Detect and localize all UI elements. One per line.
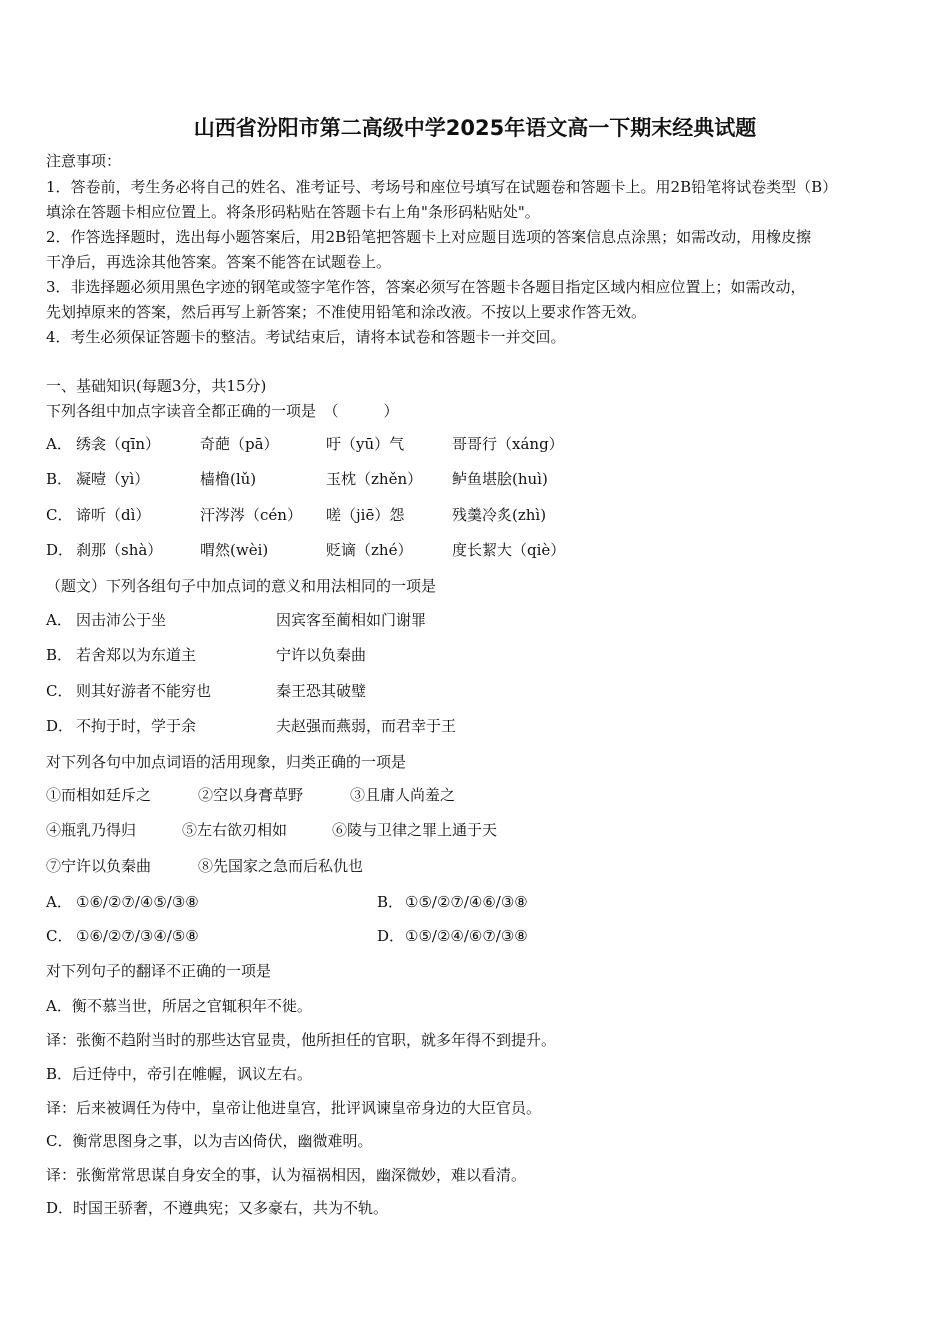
option-label: A． xyxy=(46,611,72,629)
option-label: A． xyxy=(46,893,72,911)
notice-line: 填涂在答题卡相应位置上。将条形码粘贴在答题卡右上角"条形码粘贴处"。 xyxy=(46,203,540,221)
option-item: 吁（yū）气 xyxy=(326,435,405,453)
question-stem: 下列各组中加点字读音全都正确的一项是 （ ） xyxy=(46,402,399,420)
sentence-item: ⑧先国家之急而后私仇也 xyxy=(198,857,364,875)
sentence-item: ④瓶乳乃得归 xyxy=(46,821,137,839)
option-item: 凝噎（yì） xyxy=(76,470,150,488)
option-label: B． xyxy=(46,470,73,488)
option-item: 刹那（shà） xyxy=(76,541,163,559)
option-right: 秦王恐其破璧 xyxy=(276,682,367,700)
option-item: 奇葩（pā） xyxy=(200,435,279,453)
option-item: 贬谪（zhé） xyxy=(326,541,413,559)
option-label: B． xyxy=(377,893,404,911)
option-label: C． xyxy=(46,506,73,524)
notice-heading: 注意事项： xyxy=(46,152,122,170)
translation-line: 译：后来被调任为侍中，皇帝让他进皇宫，批评讽谏皇帝身边的大臣官员。 xyxy=(46,1099,542,1117)
option-label: A． xyxy=(46,435,72,453)
question-stem: 对下列各句中加点词语的活用现象，归类正确的一项是 xyxy=(46,753,407,771)
option-label: B． xyxy=(46,646,73,664)
option-item: 哥哥行（xáng） xyxy=(452,435,564,453)
translation-line: 译：张衡常常思谋自身安全的事，认为福祸相因，幽深微妙，难以看清。 xyxy=(46,1166,527,1184)
option-right: 夫赵强而燕弱，而君幸于王 xyxy=(276,717,457,735)
option-line: B．后迁侍中，帝引在帷幄，讽议左右。 xyxy=(46,1065,313,1083)
option-left: 不拘于时，学于余 xyxy=(76,717,197,735)
option-text: ①⑤/②④/⑥⑦/③⑧ xyxy=(405,927,528,945)
option-label: C． xyxy=(46,927,73,945)
sentence-item: ⑦宁许以负秦曲 xyxy=(46,857,152,875)
option-label: D． xyxy=(46,717,74,735)
notice-line: 2．作答选择题时，选出每小题答案后，用2B铅笔把答题卡上对应题目选项的答案信息点涂黑；如需改动，用橡皮擦 xyxy=(46,228,812,246)
notice-line: 先划掉原来的答案，然后再写上新答案；不准使用铅笔和涂改液。不按以上要求作答无效。 xyxy=(46,303,647,321)
option-right: 宁许以负秦曲 xyxy=(276,646,367,664)
option-left: 则其好游者不能穷也 xyxy=(76,682,212,700)
option-left: 因击沛公于坐 xyxy=(76,611,167,629)
page-title: 山西省汾阳市第二高级中学2025年语文高一下期末经典试题 xyxy=(193,116,757,140)
option-item: 绣衾（qīn） xyxy=(76,435,161,453)
option-line: A．衡不慕当世，所居之官辄积年不徙。 xyxy=(46,997,312,1015)
option-right: 因宾客至蔺相如门谢罪 xyxy=(276,611,427,629)
option-item: 鲈鱼堪脍(huì) xyxy=(452,470,548,488)
notice-line: 1．答卷前，考生务必将自己的姓名、准考证号、考场号和座位号填写在试题卷和答题卡上。用2B铅笔将试卷类型（B） xyxy=(46,178,838,196)
option-item: 玉枕（zhěn） xyxy=(326,470,423,488)
option-item: 汗涔涔（cén） xyxy=(200,506,302,524)
option-label: C． xyxy=(46,682,73,700)
option-line: C．衡常思图身之事，以为吉凶倚伏，幽微难明。 xyxy=(46,1132,373,1150)
notice-line: 干净后，再选涂其他答案。答案不能答在试题卷上。 xyxy=(46,253,392,271)
option-item: 樯橹(lǔ) xyxy=(200,470,257,488)
sentence-item: ①而相如廷斥之 xyxy=(46,786,152,804)
question-stem: （题文）下列各组句子中加点词的意义和用法相同的一项是 xyxy=(46,577,437,595)
option-item: 度长絜大（qiè） xyxy=(452,541,566,559)
option-text: ①⑥/②⑦/④⑤/③⑧ xyxy=(76,893,199,911)
option-item: 残羹冷炙(zhì) xyxy=(452,506,547,524)
option-label: D． xyxy=(46,541,74,559)
option-label: D． xyxy=(377,927,405,945)
option-text: ①⑤/②⑦/④⑥/③⑧ xyxy=(405,893,528,911)
sentence-item: ②空以身膏草野 xyxy=(198,786,304,804)
translation-line: 译：张衡不趋附当时的那些达官显贵，他所担任的官职，就多年得不到提升。 xyxy=(46,1031,557,1049)
option-text: ①⑥/②⑦/③④/⑤⑧ xyxy=(76,927,199,945)
option-line: D．时国王骄奢，不遵典宪；又多豪右，共为不轨。 xyxy=(46,1199,389,1217)
sentence-item: ⑥陵与卫律之罪上通于天 xyxy=(332,821,498,839)
option-left: 若舍郑以为东道主 xyxy=(76,646,197,664)
sentence-item: ③且庸人尚羞之 xyxy=(350,786,456,804)
notice-line: 4．考生必须保证答题卡的整洁。考试结束后，请将本试卷和答题卡一并交回。 xyxy=(46,328,566,346)
option-item: 谛听（dì） xyxy=(76,506,151,524)
notice-line: 3．非选择题必须用黑色字迹的钢笔或签字笔作答，答案必须写在答题卡各题目指定区域内相应位置上；如需改动， xyxy=(46,278,806,296)
sentence-item: ⑤左右欲刃相如 xyxy=(182,821,288,839)
section-heading: 一、基础知识(每题3分，共15分) xyxy=(46,377,267,395)
question-stem: 对下列句子的翻译不正确的一项是 xyxy=(46,962,272,980)
option-item: 嗟（jiē）怨 xyxy=(326,506,405,524)
option-item: 喟然(wèi) xyxy=(200,541,269,559)
